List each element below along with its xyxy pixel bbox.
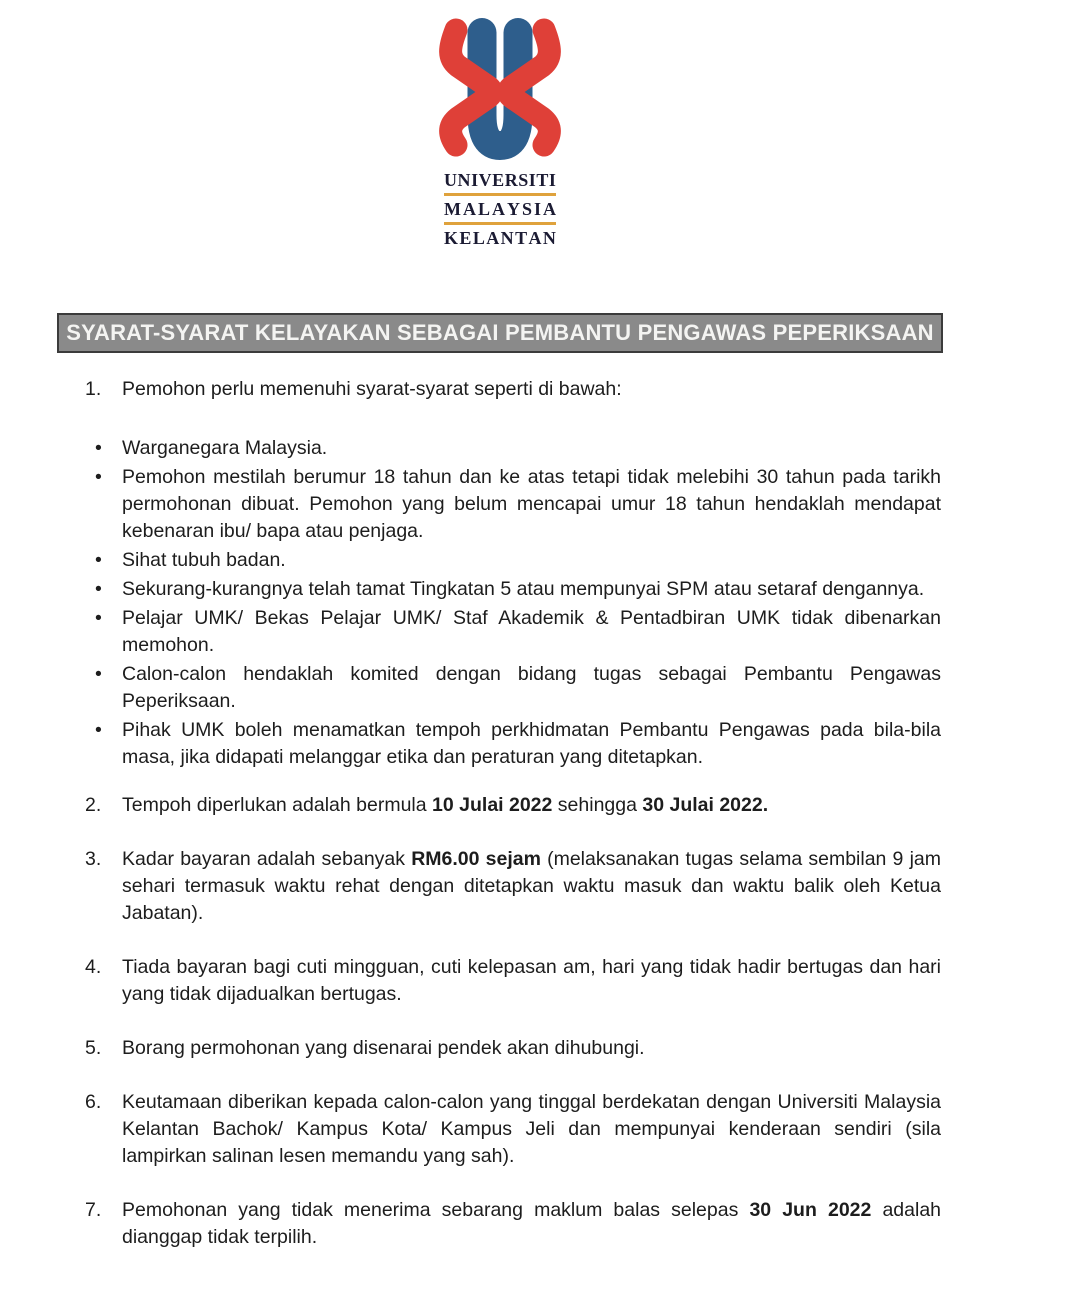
text-segment: Kadar bayaran adalah sebanyak (122, 848, 412, 870)
umk-logo (57, 14, 943, 248)
bullet-item (85, 661, 941, 715)
wordmark-letter: L (472, 227, 485, 248)
gold-divider (444, 222, 556, 225)
item-text (122, 846, 941, 927)
list-item (85, 1089, 941, 1170)
text-segment: (melaksanakan tugas selama sembilan 9 jam sehari termasuk waktu rehat dengan ditetapkan waktu masuk dan waktu balik oleh Ketua Jabatan). (122, 848, 941, 924)
bullet-marker: • (95, 607, 102, 629)
bold-text: 30 Julai 2022. (642, 794, 769, 816)
umk-logo-mark (430, 14, 570, 166)
bullet-marker: • (95, 466, 102, 488)
wordmark-letter: E (459, 227, 472, 248)
text-segment: adalah dianggap tidak terpilih. (122, 1199, 942, 1248)
wordmark-letter: U (444, 169, 457, 190)
text-segment: Pihak UMK boleh menamatkan tempoh perkhidmatan Pembantu Pengawas pada bila-bila masa, jika didapati melanggar etika dan peraturan yang ditetapkan. (122, 719, 941, 768)
wordmark-letter: A (486, 227, 500, 248)
wordmark-letter: V (478, 169, 492, 190)
wordmark-letter: T (536, 169, 549, 190)
bullet-marker: • (95, 663, 102, 685)
bullet-text (122, 576, 941, 603)
text-segment: Borang permohonan yang disenarai pendek akan dihubungi. (122, 1037, 645, 1059)
item-number: 7. (85, 1199, 102, 1221)
bold-text: RM6.00 sejam (411, 848, 541, 870)
item-number: 1. (85, 378, 102, 400)
gold-divider (444, 193, 556, 196)
document-list (57, 376, 943, 1251)
wordmark-letter: A (542, 198, 556, 219)
text-segment: Calon-calon hendaklah komited dengan bidang tugas sebagai Pembantu Pengawas Peperiksaan. (122, 663, 941, 712)
wordmark-row-universiti (444, 170, 556, 190)
wordmark-letter: Y (506, 198, 520, 219)
bold-text: 30 Jun 2022 (749, 1199, 872, 1221)
bullet-text (122, 661, 941, 715)
text-segment: Pemohon perlu memenuhi syarat-syarat seperti di bawah: (122, 378, 622, 400)
bullet-text (122, 464, 941, 545)
wordmark-letter: S (518, 169, 529, 190)
text-segment: Tempoh diperlukan adalah bermula (122, 794, 433, 816)
list-item (85, 954, 941, 1008)
wordmark-letter: N (542, 227, 556, 248)
item-number: 2. (85, 794, 102, 816)
item-text (122, 954, 941, 1008)
text-segment: Sihat tubuh badan. (122, 549, 286, 571)
text-segment: Keutamaan diberikan kepada calon-calon yang tinggal berdekatan dengan Universiti Malaysia Kelantan Bachok/ Kampus Kota/ Kampus Jeli dan mempunyai kenderaan sendiri (sila lampirkan salinan lesen memandu yang sah). (122, 1091, 941, 1167)
text-segment: Tiada bayaran bagi cuti mingguan, cuti kelepasan am, hari yang tidak hadir bertugas dan hari yang tidak dijadualkan bertugas. (122, 956, 941, 1005)
list-item (85, 1197, 941, 1251)
bullet-text (122, 547, 941, 574)
bullet-item (85, 576, 941, 603)
wordmark-letter: N (457, 169, 471, 190)
text-segment: Warganegara Malaysia. (122, 437, 328, 459)
wordmark-letter: L (477, 198, 490, 219)
item-text (122, 376, 941, 403)
bullet-marker: • (95, 549, 102, 571)
wordmark-letter: E (492, 169, 505, 190)
item-number: 6. (85, 1091, 102, 1113)
list-item (85, 1035, 941, 1062)
wordmark-letter: T (515, 227, 528, 248)
wordmark-letter: A (491, 198, 505, 219)
item-text (122, 1197, 941, 1251)
list-item (85, 792, 941, 819)
text-segment: Sekurang-kurangnya telah tamat Tingkatan 5 atau mempunyai SPM atau setaraf dengannya. (122, 578, 925, 600)
wordmark-letter: R (504, 169, 518, 190)
text-segment: sehingga (552, 794, 643, 816)
item-text (122, 792, 941, 819)
title-banner (57, 313, 943, 353)
wordmark-letter: S (521, 198, 532, 219)
bullet-text (122, 435, 941, 462)
bullet-item (85, 547, 941, 574)
wordmark-letter: A (462, 198, 476, 219)
bullet-item (85, 717, 941, 771)
text-segment: Pemohonan yang tidak menerima sebarang maklum balas selepas (122, 1199, 750, 1221)
bullet-item (85, 605, 941, 659)
wordmark-letter: I (533, 198, 541, 219)
list-item (85, 846, 941, 927)
bullet-text (122, 717, 941, 771)
bold-text: 10 Julai 2022 (432, 794, 553, 816)
wordmark-letter: I (548, 169, 556, 190)
wordmark-letter: A (528, 227, 542, 248)
wordmark-row-malaysia (444, 199, 556, 219)
title-banner-text: SYARAT-SYARAT KELAYAKAN SEBAGAI PEMBANTU PENGAWAS PEPERIKSAAN (66, 320, 934, 345)
wordmark-row-kelantan (444, 228, 556, 248)
wordmark-letter: I (528, 169, 536, 190)
bullet-item (85, 435, 941, 462)
wordmark-letter: K (444, 227, 459, 248)
item-text (122, 1089, 941, 1170)
document-page (57, 0, 943, 1251)
text-segment: Pelajar UMK/ Bekas Pelajar UMK/ Staf Akademik & Pentadbiran UMK tidak dibenarkan memohon. (122, 607, 941, 656)
list-item (85, 376, 941, 403)
bullet-marker: • (95, 719, 102, 741)
item-text (122, 1035, 941, 1062)
text-segment: Pemohon mestilah berumur 18 tahun dan ke atas tetapi tidak melebihi 30 tahun pada tarikh permohonan dibuat. Pemohon yang belum mencapai umur 18 tahun hendaklah mendapat kebenaran ibu/ bapa atau penjaga. (122, 466, 941, 542)
bullet-item (85, 464, 941, 545)
item-number: 4. (85, 956, 102, 978)
bullet-marker: • (95, 437, 102, 459)
bullet-list (85, 435, 941, 771)
wordmark-letter: I (471, 169, 479, 190)
item-number: 3. (85, 848, 102, 870)
umk-wordmark (444, 170, 556, 248)
bullet-marker: • (95, 578, 102, 600)
item-number: 5. (85, 1037, 102, 1059)
bullet-text (122, 605, 941, 659)
wordmark-letter: M (444, 198, 461, 219)
wordmark-letter: N (500, 227, 514, 248)
